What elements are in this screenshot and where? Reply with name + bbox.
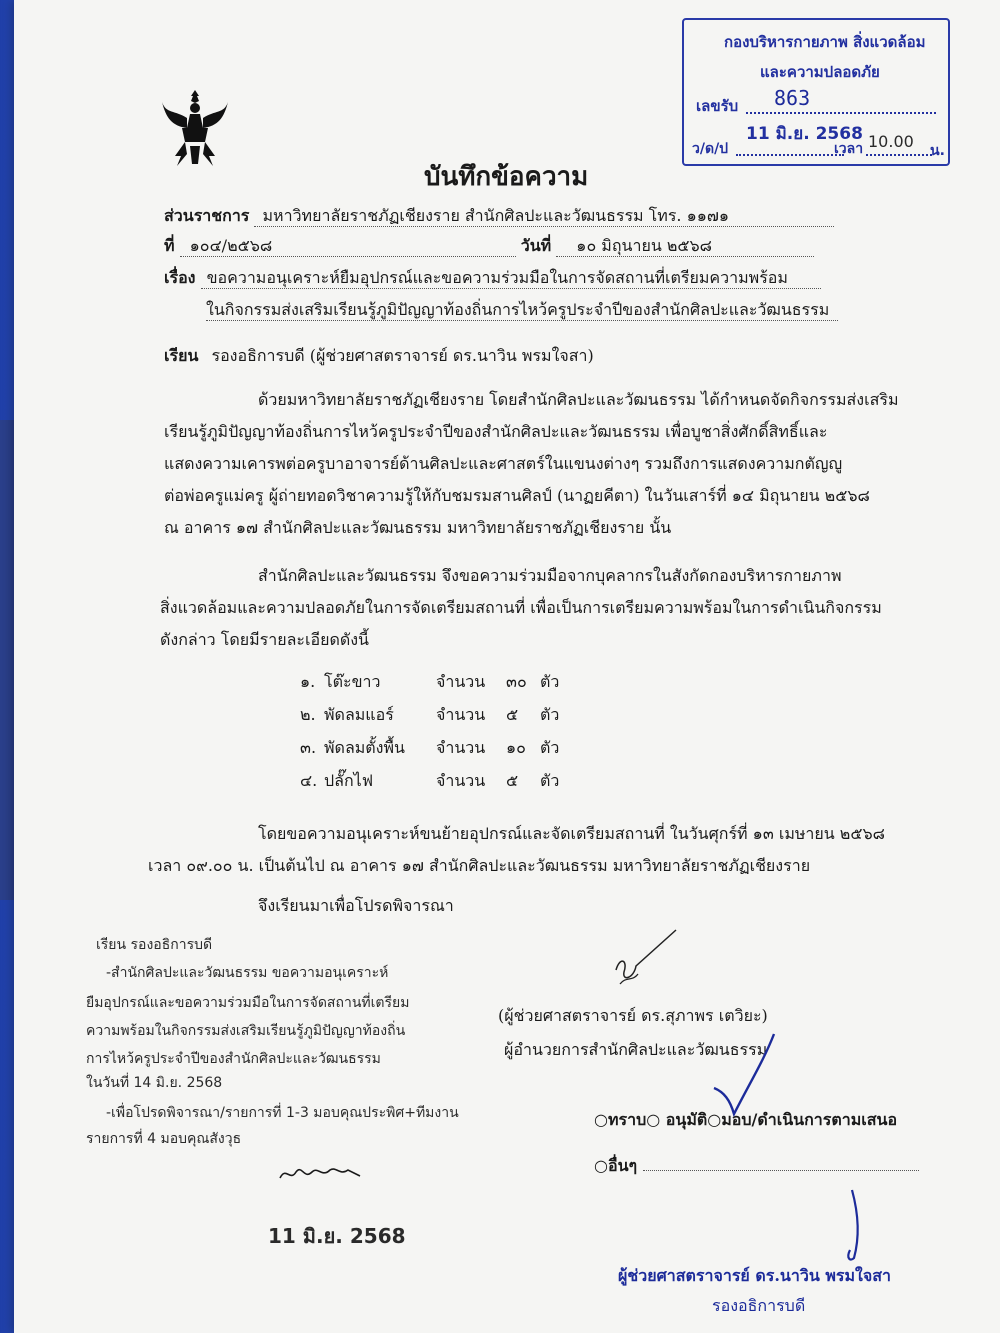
item-number: ๓. (300, 738, 317, 757)
note-line: -เพื่อโปรดพิจารณา/รายการที่ 1-3 มอบคุณประพิศ+ทีมงาน (106, 1105, 459, 1121)
list-item (300, 771, 559, 791)
approver-name: ผู้ช่วยศาสตราจารย์ ดร.นาวิน พรมใจสา (618, 1266, 891, 1285)
note-initials-signature-icon (276, 1158, 366, 1188)
subject-label: เรื่อง (164, 268, 196, 287)
to-value: รองอธิการบดี (ผู้ช่วยศาสตราจารย์ ดร.นาวิน พรมใจสา) (211, 346, 594, 365)
agency-value: มหาวิทยาลัยราชภัฏเชียงราย สำนักศิลปะและวัฒนธรรม โทร. ๑๑๗๑ (254, 206, 834, 227)
decision-other-label: ○อื่นๆ (594, 1156, 638, 1175)
stamp-time-value: 10.00 (868, 132, 914, 151)
list-item (300, 738, 559, 758)
approver-position: รองอธิการบดี (712, 1296, 806, 1315)
note-line: ความพร้อมในกิจกรรมส่งเสริมเรียนรู้ภูมิปัญญาท้องถิ่น (86, 1023, 406, 1039)
to-row (164, 346, 594, 366)
body-p3-line: โดยขอความอนุเคราะห์ขนย้ายอุปกรณ์และจัดเตรียมสถานที่ ในวันศุกร์ที่ ๑๓ เมษายน ๒๕๖๘ (258, 824, 885, 843)
decision-other-row (594, 1156, 919, 1176)
body-p3-line: เวลา ๐๙.๐๐ น. เป็นต้นไป ณ อาคาร ๑๗ สำนักศิลปะและวัฒนธรรม มหาวิทยาลัยราชภัฏเชียงราย (148, 856, 811, 875)
body-p1-line: ต่อพ่อครูแม่ครู ผู้ถ่ายทอดวิชาความรู้ให้กับชมรมสานศิลป์ (นาฏยคีตา) ในวันเสาร์ที่ ๑๔ มิถุนายน ๒๕๖๘ (164, 486, 870, 505)
subject-row (164, 268, 821, 289)
item-name: พัดลมตั้งพื้น (324, 738, 405, 757)
subject-line-2: ในกิจกรรมส่งเสริมเรียนรู้ภูมิปัญญาท้องถิ่นการไหว้ครูประจำปีของสำนักศิลปะและวัฒนธรรม (206, 300, 838, 321)
subject-row-2 (206, 300, 838, 321)
decision-options: ○ทราบ○ อนุมัติ○มอบ/ดำเนินการตามเสนอ (594, 1110, 898, 1129)
stamp-receive-number: 863 (774, 86, 811, 110)
item-unit: ตัว (540, 738, 560, 757)
director-signature-icon (606, 926, 696, 992)
agency-label: ส่วนราชการ (164, 206, 250, 225)
subject-line-1: ขอความอนุเคราะห์ยืมอุปกรณ์และขอความร่วมมือในการจัดสถานที่เตรียมความพร้อม (201, 268, 821, 289)
stamp-time-label: เวลา (834, 141, 864, 157)
body-p2-line: สิ่งแวดล้อมและความปลอดภัยในการจัดเตรียมสถานที่ เพื่อเป็นการเตรียมความพร้อมในการดำเนินกิจกรรม (160, 598, 882, 617)
list-item (300, 705, 559, 725)
body-p1-line: แสดงความเคารพต่อครูบาอาจารย์ด้านศิลปะและศาสตร์ในแขนงต่างๆ รวมถึงการแสดงความกตัญญู (164, 454, 843, 473)
body-p2-line: ดังกล่าว โดยมีรายละเอียดดังนี้ (160, 630, 369, 649)
decision-other-line (643, 1170, 919, 1171)
stamp-time-line (866, 154, 932, 156)
note-line: การไหว้ครูประจำปีของสำนักศิลปะและวัฒนธรรม (86, 1051, 381, 1067)
stamp-date-line (736, 154, 844, 156)
note-line: ในวันที่ 14 มิ.ย. 2568 (86, 1075, 223, 1091)
body-p1-line: ณ อาคาร ๑๗ สำนักศิลปะและวัฒนธรรม มหาวิทยาลัยราชภัฏเชียงราย นั้น (164, 518, 672, 537)
note-line: -สำนักศิลปะและวัฒนธรรม ขอความอนุเคราะห์ (106, 965, 389, 981)
ref-row (164, 236, 814, 257)
note-date-stamp: 11 มิ.ย. 2568 (268, 1224, 406, 1248)
item-qty-label: จำนวน (436, 771, 486, 790)
stamp-division: กองบริหารกายภาพ สิ่งแวดล้อม (724, 33, 926, 51)
item-unit: ตัว (540, 672, 560, 691)
item-qty-label: จำนวน (436, 705, 486, 724)
item-qty: ๓๐ (506, 672, 527, 691)
date-value: ๑๐ มิถุนายน ๒๕๖๘ (556, 236, 814, 257)
memo-paper (14, 0, 1000, 1333)
item-qty: ๕ (506, 705, 519, 724)
stamp-division-2: และความปลอดภัย (760, 63, 880, 81)
stamp-receive-label: เลขรับ (696, 97, 739, 115)
note-line: ยืมอุปกรณ์และขอความร่วมมือในการจัดสถานที่เตรียม (86, 995, 410, 1011)
item-qty-label: จำนวน (436, 672, 486, 691)
approver-signature-icon (832, 1188, 872, 1264)
note-line: รายการที่ 4 มอบคุณสังวุธ (86, 1131, 242, 1147)
to-label: เรียน (164, 346, 199, 365)
body-p1-line: เรียนรู้ภูมิปัญญาท้องถิ่นการไหว้ครูประจำปีของสำนักศิลปะและวัฒนธรรม เพื่อบูชาสิ่งศักดิ์สิทธิ์และ (164, 422, 828, 441)
page-title: บันทึกข้อความ (424, 162, 589, 192)
item-number: ๒. (300, 705, 316, 724)
item-name: พัดลมแอร์ (324, 705, 394, 724)
receipt-stamp (682, 18, 950, 166)
signer-position: ผู้อำนวยการสำนักศิลปะและวัฒนธรรม (504, 1040, 768, 1059)
item-unit: ตัว (540, 705, 560, 724)
stamp-date-value: 11 มิ.ย. 2568 (746, 124, 863, 144)
list-item (300, 672, 559, 692)
ref-label: ที่ (164, 236, 175, 255)
stamp-time-suffix: น. (930, 143, 945, 159)
item-unit: ตัว (540, 771, 560, 790)
item-name: ปลั๊กไฟ (324, 771, 374, 790)
item-qty: ๑๐ (506, 738, 526, 757)
item-qty: ๕ (506, 771, 519, 790)
stamp-date-label: ว/ด/ป (692, 141, 729, 157)
ref-value: ๑๐๔/๒๕๖๘ (180, 236, 516, 257)
note-line: เรียน รองอธิการบดี (96, 937, 213, 953)
stamp-receive-line (746, 112, 936, 114)
body-p2-line: สำนักศิลปะและวัฒนธรรม จึงขอความร่วมมือจากบุคลากรในสังกัดกองบริหารกายภาพ (258, 566, 842, 585)
approval-check-icon (704, 1030, 794, 1120)
closing-text: จึงเรียนมาเพื่อโปรดพิจารณา (258, 896, 454, 915)
item-number: ๑. (300, 672, 316, 691)
date-label: วันที่ (520, 236, 552, 255)
agency-row (164, 206, 834, 227)
signer-name: (ผู้ช่วยศาสตราจารย์ ดร.สุภาพร เตวิยะ) (498, 1006, 768, 1025)
item-number: ๔. (300, 771, 318, 790)
item-qty-label: จำนวน (436, 738, 486, 757)
garuda-emblem-icon (160, 88, 230, 172)
item-name: โต๊ะขาว (324, 672, 381, 691)
body-p1-line: ด้วยมหาวิทยาลัยราชภัฏเชียงราย โดยสำนักศิลปะและวัฒนธรรม ได้กำหนดจัดกิจกรรมส่งเสริม (258, 390, 899, 409)
